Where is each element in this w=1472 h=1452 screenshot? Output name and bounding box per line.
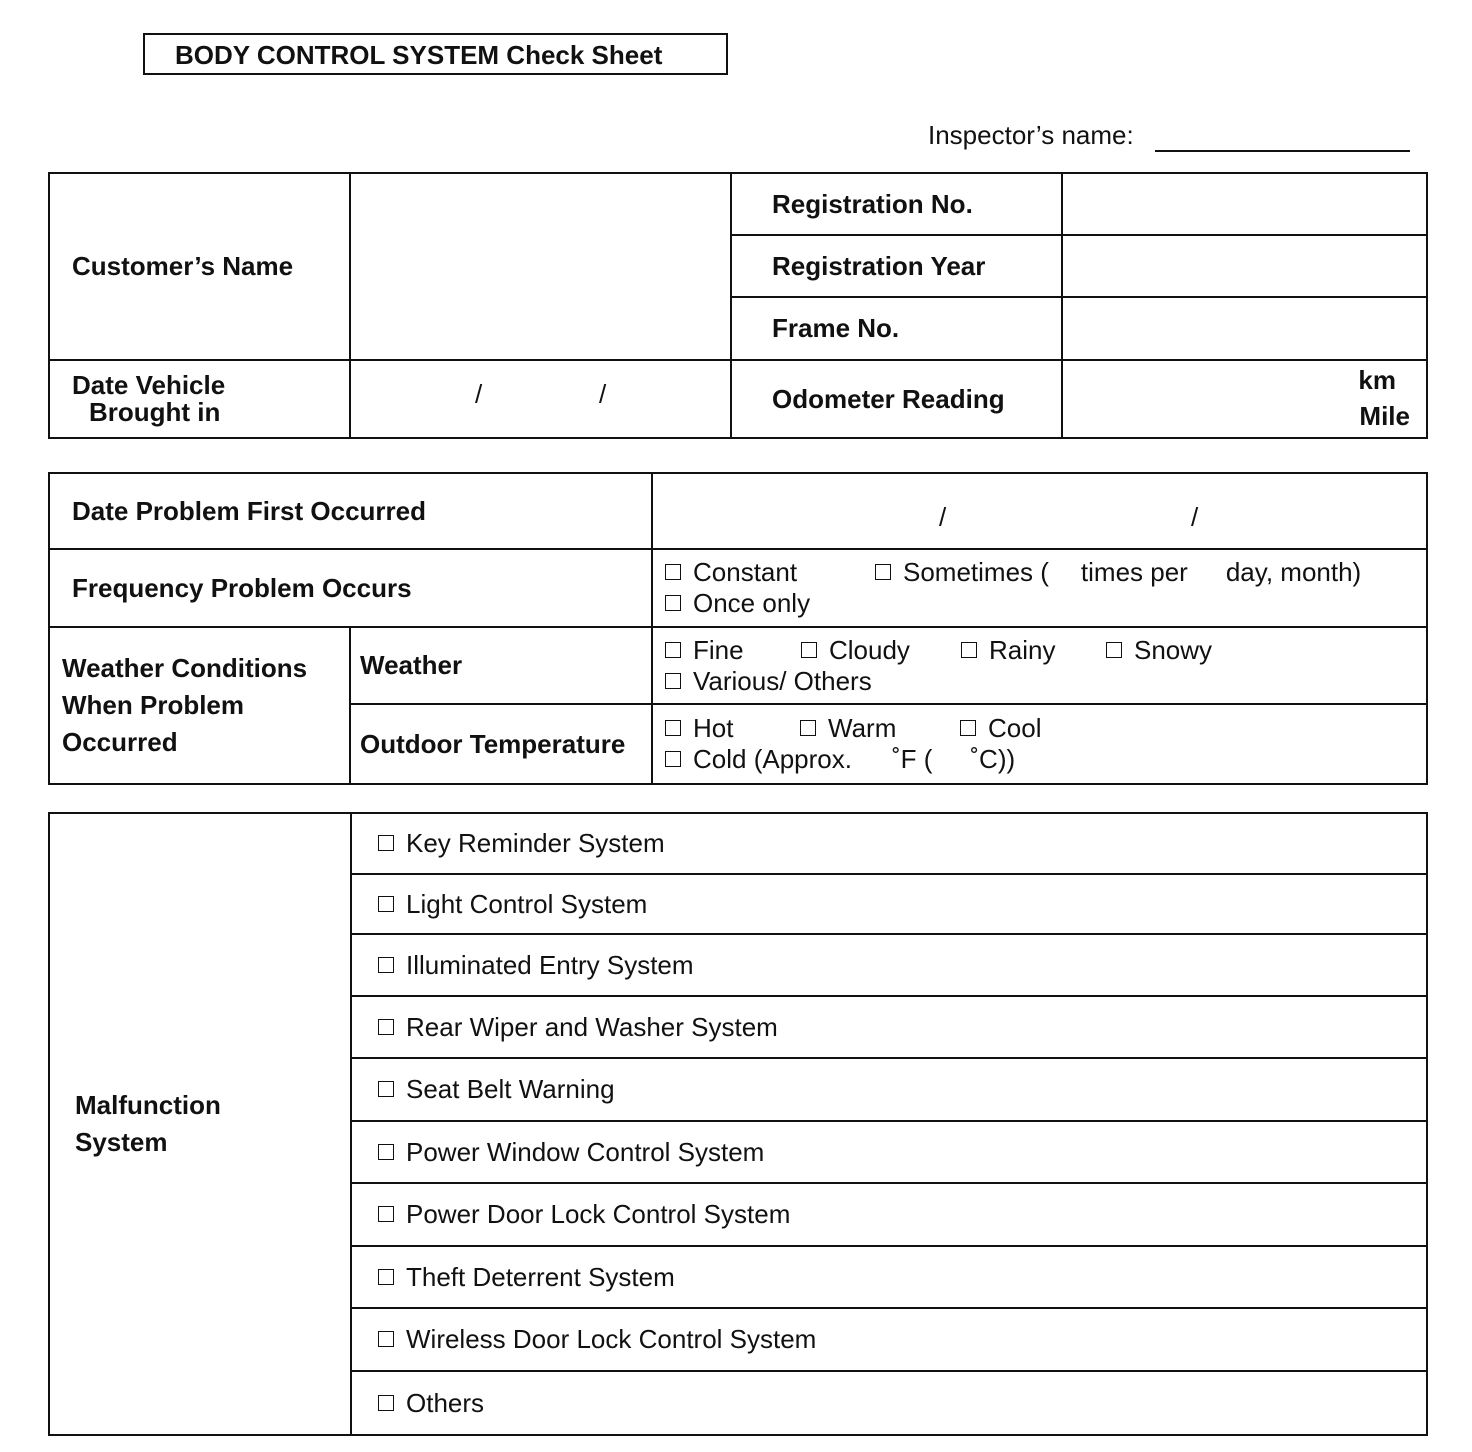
option-warm[interactable] [800, 713, 960, 744]
frame-no-field[interactable] [1062, 297, 1427, 360]
malfunction-item-label: Key Reminder System [406, 828, 665, 858]
checkbox[interactable] [1106, 642, 1122, 658]
option-label: Cold (Approx. [693, 744, 852, 774]
odometer-label: Odometer Reading [731, 360, 1062, 438]
date-separator: / [475, 379, 483, 409]
registration-year-field[interactable] [1062, 235, 1427, 297]
option-rainy[interactable] [961, 635, 1106, 666]
malfunction-item[interactable] [351, 1308, 1427, 1371]
checkbox[interactable] [665, 642, 681, 658]
malfunction-item[interactable] [351, 1058, 1427, 1121]
inspector-label: Inspector’s name: [928, 120, 1134, 150]
checkbox[interactable] [801, 642, 817, 658]
malfunction-item-label: Seat Belt Warning [406, 1074, 615, 1104]
malfunction-item-label: Power Door Lock Control System [406, 1199, 791, 1229]
weather-options [652, 627, 1427, 704]
option-label: Fine [693, 634, 744, 665]
option-snowy[interactable] [1106, 635, 1212, 666]
malfunction-item-label: Theft Deterrent System [406, 1261, 675, 1292]
date-separator: / [1191, 502, 1199, 532]
checkbox[interactable] [378, 1019, 394, 1035]
date-brought-in-label [49, 360, 350, 438]
checkbox[interactable] [665, 673, 681, 689]
option-cold[interactable] [665, 744, 852, 775]
checkbox[interactable] [378, 1144, 394, 1160]
malfunction-item[interactable] [351, 934, 1427, 996]
option-once-only[interactable] [665, 588, 810, 619]
option-cool[interactable] [960, 713, 1041, 744]
malfunction-item-label: Illuminated Entry System [406, 949, 694, 980]
checkbox[interactable] [665, 564, 681, 580]
date-first-occurred-field[interactable] [652, 473, 1427, 549]
day-month-text: day, month) [1225, 557, 1362, 587]
option-constant[interactable] [665, 557, 875, 588]
unit-mile: Mile [1359, 401, 1410, 431]
times-per-text: times per [1080, 557, 1188, 587]
vehicle-info-table [48, 172, 1428, 439]
option-label: Warm [828, 713, 897, 743]
malfunction-item-label: Wireless Door Lock Control System [406, 1324, 817, 1354]
temperature-label: Outdoor Temperature [350, 704, 652, 784]
checkbox[interactable] [378, 1206, 394, 1222]
malfunction-item[interactable] [351, 996, 1427, 1058]
malfunction-label-line2: System [75, 1127, 168, 1157]
weather-conditions-label [49, 627, 350, 784]
malfunction-item-label: Others [406, 1387, 485, 1418]
inspector-name-field[interactable] [1155, 150, 1410, 152]
problem-conditions-table [48, 472, 1428, 785]
malfunction-label-line1: Malfunction [75, 1090, 221, 1120]
checkbox[interactable] [665, 720, 681, 736]
date-brought-in-field[interactable] [350, 360, 731, 438]
option-hot[interactable] [665, 713, 800, 744]
celsius-text: ˚C)) [970, 744, 1016, 774]
option-label: Cloudy [829, 634, 910, 665]
option-label: Constant [693, 557, 798, 587]
fahrenheit-text: ˚F ( [891, 744, 933, 774]
customer-name-label: Customer’s Name [49, 173, 350, 360]
malfunction-system-table [48, 812, 1428, 1436]
checkbox[interactable] [875, 564, 891, 580]
temperature-options [652, 704, 1427, 784]
option-label: Sometimes ( [903, 557, 1049, 587]
malfunction-item[interactable] [351, 874, 1427, 934]
option-label: Snowy [1134, 634, 1213, 665]
unit-km: km [1358, 365, 1396, 395]
checkbox[interactable] [800, 720, 816, 736]
checkbox[interactable] [378, 835, 394, 851]
option-cloudy[interactable] [801, 635, 961, 666]
registration-year-label: Registration Year [731, 235, 1062, 297]
frequency-label: Frequency Problem Occurs [49, 549, 652, 627]
option-label: Various/ Others [693, 665, 872, 696]
option-label: Cool [988, 713, 1042, 743]
weather-conditions-line3: Occurred [62, 727, 178, 757]
registration-no-field[interactable] [1062, 173, 1427, 235]
checkbox[interactable] [378, 957, 394, 973]
malfunction-item-label: Rear Wiper and Washer System [406, 1011, 778, 1042]
malfunction-item[interactable] [351, 813, 1427, 874]
malfunction-item[interactable] [351, 1246, 1427, 1308]
frame-no-label: Frame No. [731, 297, 1062, 360]
malfunction-item-label: Power Window Control System [406, 1136, 765, 1167]
registration-no-label: Registration No. [731, 173, 1062, 235]
option-fine[interactable] [665, 635, 801, 666]
weather-label: Weather [350, 627, 652, 704]
date-separator: / [939, 502, 947, 532]
option-label: Rainy [989, 634, 1056, 665]
option-label: Once only [693, 588, 811, 618]
customer-name-field[interactable] [350, 173, 731, 360]
checkbox[interactable] [665, 595, 681, 611]
malfunction-item[interactable] [351, 1121, 1427, 1183]
date-separator: / [599, 379, 607, 409]
malfunction-item[interactable] [351, 1183, 1427, 1246]
date-brought-in-label-line2: Brought in [89, 397, 221, 427]
date-brought-in-label-line1: Date Vehicle [72, 370, 226, 400]
checkbox[interactable] [665, 751, 681, 767]
form-title: BODY CONTROL SYSTEM Check Sheet [143, 33, 728, 75]
malfunction-item-label: Light Control System [406, 888, 648, 919]
checkbox[interactable] [961, 642, 977, 658]
odometer-field[interactable] [1062, 360, 1427, 438]
option-sometimes[interactable] [875, 557, 1049, 588]
option-various-others[interactable] [665, 666, 872, 697]
date-first-occurred-label: Date Problem First Occurred [49, 473, 652, 549]
checkbox[interactable] [378, 896, 394, 912]
malfunction-system-label [49, 813, 351, 1435]
option-label: Hot [693, 713, 734, 743]
weather-conditions-line1: Weather Conditions [62, 653, 308, 683]
checkbox[interactable] [378, 1331, 394, 1347]
malfunction-item[interactable] [351, 1371, 1427, 1435]
checkbox[interactable] [378, 1269, 394, 1285]
weather-conditions-line2: When Problem [62, 690, 245, 720]
checkbox[interactable] [960, 720, 976, 736]
checkbox[interactable] [378, 1081, 394, 1097]
frequency-options [652, 549, 1427, 627]
checkbox[interactable] [378, 1395, 394, 1411]
